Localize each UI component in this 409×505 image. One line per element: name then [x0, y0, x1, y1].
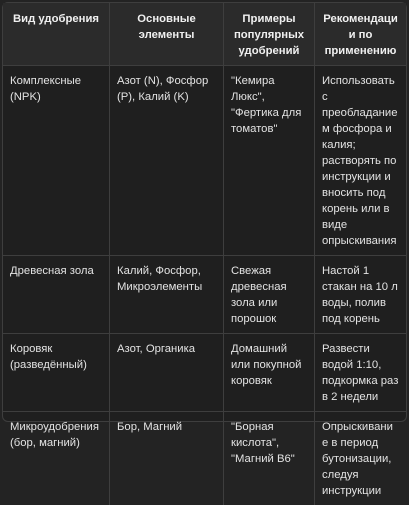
- header-main-elements: Основные элементы: [110, 3, 224, 66]
- table-row: [3, 256, 406, 334]
- fertilizer-table-container: [2, 2, 407, 422]
- fertilizer-table: [3, 3, 406, 505]
- cell-examples: Домашний или покупной коровяк: [224, 334, 315, 412]
- header-usage-advice: Рекомендации по применению: [315, 3, 407, 66]
- header-row: [3, 3, 406, 66]
- cell-type: Древесная зола: [3, 256, 110, 334]
- cell-elements: Бор, Магний: [110, 412, 224, 505]
- cell-elements: Азот, Органика: [110, 334, 224, 412]
- cell-advice: Развести водой 1:10, подкормка раз в 2 недели: [315, 334, 407, 412]
- header-popular-examples: Примеры популярных удобрений: [224, 3, 315, 66]
- cell-elements: Азот (N), Фосфор (P), Калий (K): [110, 66, 224, 256]
- table-row: [3, 334, 406, 412]
- cell-type: Комплексные (NPK): [3, 66, 110, 256]
- cell-advice: Настой 1 стакан на 10 л воды, полив под корень: [315, 256, 407, 334]
- table-header: [3, 3, 406, 66]
- header-fertilizer-type: Вид удобрения: [3, 3, 110, 66]
- table-row: [3, 66, 406, 256]
- table-body: [3, 66, 406, 505]
- cell-advice: Опрыскивание в период бутонизации, следуя инструкции: [315, 412, 407, 505]
- cell-type: Коровяк (разведённый): [3, 334, 110, 412]
- cell-examples: "Борная кислота", "Магний B6": [224, 412, 315, 505]
- cell-type: Микроудобрения (бор, магний): [3, 412, 110, 505]
- cell-advice: Использовать с преобладанием фосфора и калия; растворять по инструкции и вносить под корень или в виде опрыскивания: [315, 66, 407, 256]
- cell-elements: Калий, Фосфор, Микроэлементы: [110, 256, 224, 334]
- cell-examples: "Кемира Люкс", "Фертика для томатов": [224, 66, 315, 256]
- table-row: [3, 412, 406, 505]
- cell-examples: Свежая древесная зола или порошок: [224, 256, 315, 334]
